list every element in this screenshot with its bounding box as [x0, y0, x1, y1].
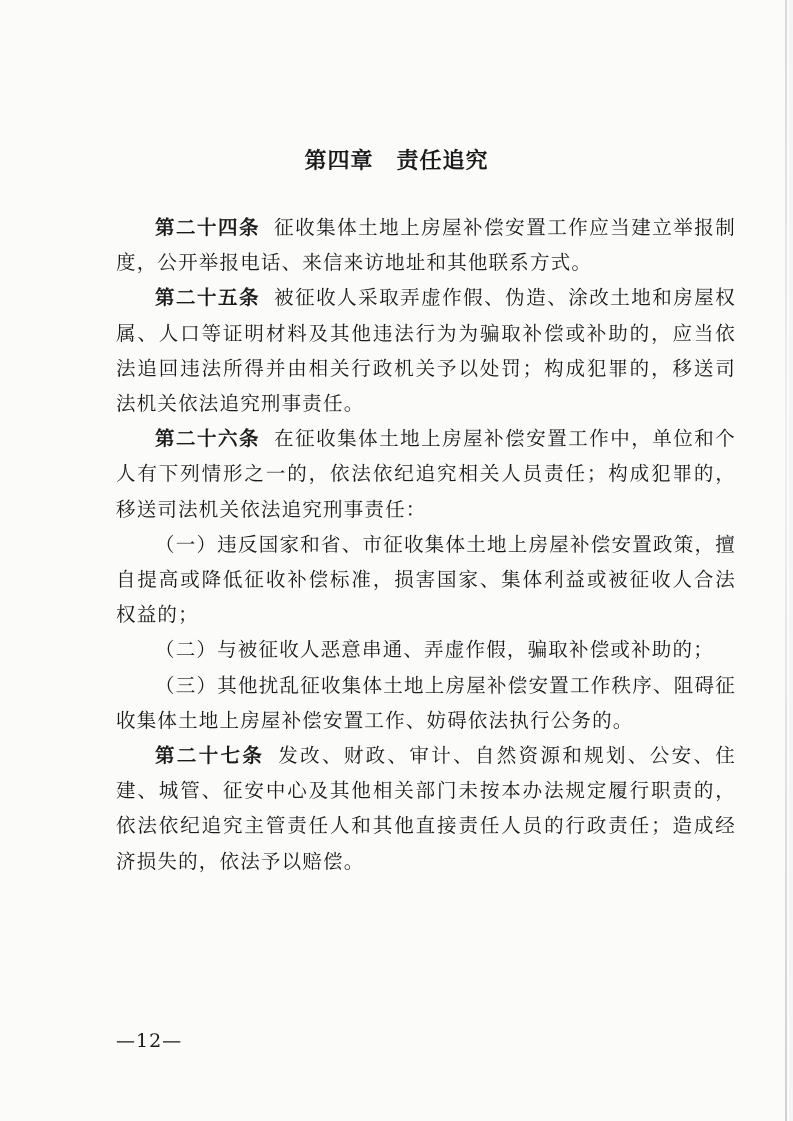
paragraph-text: （一）违反国家和省、市征收集体土地上房屋补偿安置政策，擅自提高或降低征收补偿标准，损害国家、集体利益或被征收人合法权益的；: [116, 532, 736, 627]
paragraph-item-2: [116, 632, 736, 667]
document-body: [116, 210, 736, 879]
article-heading: 第二十六条: [155, 427, 261, 451]
paragraph-text: 在征收集体土地上房屋补偿安置工作中，单位和个人有下列情形之一的，依法依纪追究相关人员责任；构成犯罪的，移送司法机关依法追究刑事责任：: [116, 427, 736, 521]
paragraph-article-24: [116, 210, 736, 280]
paragraph-text: 被征收人采取弄虚作假、伪造、涂改土地和房屋权属、人口等证明材料及其他违法行为为骗取补偿或补助的，应当依法追回违法所得并由相关行政机关予以处罚；构成犯罪的，移送司法机关依法追究刑事责任。: [116, 286, 736, 416]
article-heading: 第二十五条: [155, 286, 261, 310]
paragraph-item-3: [116, 668, 736, 738]
article-heading: 第二十四条: [155, 216, 261, 239]
paragraph-text: （二）与被征收人恶意串通、弄虚作假，骗取补偿或补助的；: [155, 638, 714, 662]
paragraph-text: （三）其他扰乱征收集体土地上房屋补偿安置工作秩序、阻碍征收集体土地上房屋补偿安置工作、妨碍依法执行公务的。: [116, 673, 736, 732]
article-heading: 第二十七条: [155, 744, 265, 768]
paragraph-article-26: [116, 421, 736, 527]
page-number: —12—: [116, 1030, 183, 1052]
chapter-title: 第四章 责任追究: [304, 149, 489, 174]
paragraph-article-27: [116, 738, 736, 879]
paragraph-text: 征收集体土地上房屋补偿安置工作应当建立举报制度，公开举报电话、来信来访地址和其他联系方式。: [116, 216, 736, 275]
paragraph-text: 发改、财政、审计、自然资源和规划、公安、住建、城管、征安中心及其他相关部门未按本办法规定履行职责的，依法依纪追究主管责任人和其他直接责任人员的行政责任；造成经济损失的，依法予以赔偿。: [116, 744, 736, 873]
paragraph-article-25: [116, 280, 736, 421]
paragraph-item-1: [116, 527, 736, 633]
